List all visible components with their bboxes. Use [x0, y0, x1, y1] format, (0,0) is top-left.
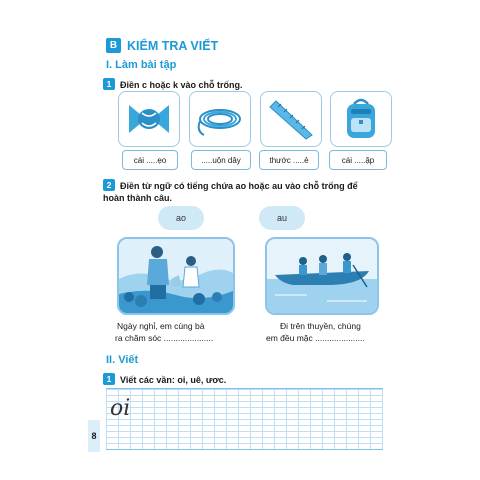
ex2-number: 2	[103, 179, 115, 191]
word-box-3[interactable]: thước .....ẻ	[259, 150, 319, 170]
caption-1-line1: Ngày nghỉ, em cùng bà	[117, 321, 205, 331]
section-badge: B	[106, 38, 121, 53]
candy-icon	[125, 99, 173, 139]
ex1-instruction	[103, 78, 243, 90]
backpack-card	[330, 91, 392, 147]
caption-1	[115, 320, 245, 344]
word-box-2[interactable]: .....uộn dây	[191, 150, 251, 170]
word-box-4[interactable]: cái .....ặp	[329, 150, 387, 170]
part2-ex1-instruction	[103, 373, 226, 385]
part1-title: I. Làm bài tập	[106, 59, 177, 71]
caption-2	[266, 320, 386, 344]
ex2-instruction-line1: Điền từ ngữ có tiếng chứa ao hoặc au vào chỗ trống để	[120, 181, 358, 191]
part2-ex1-number: 1	[103, 373, 115, 385]
part2-title: II. Viết	[106, 354, 139, 366]
part2-ex1-instruction-text: Viết các vần: oi, uê, ươc.	[120, 375, 227, 385]
page-number: 8	[88, 420, 100, 452]
garden-scene-image	[117, 237, 235, 315]
caption-2-line2[interactable]: em đều mặc .....................	[266, 333, 365, 343]
section-header	[106, 38, 218, 53]
section-title: KIỂM TRA VIẾT	[127, 38, 219, 53]
ex2-instruction-line2: hoàn thành câu.	[103, 193, 173, 203]
ruler-icon	[266, 97, 316, 141]
boat-scene-image	[265, 237, 379, 315]
candy-card	[118, 91, 180, 147]
boat-illustration	[267, 239, 377, 313]
ex1-number: 1	[103, 78, 115, 90]
caption-2-line1: Đi trên thuyền, chúng	[280, 321, 361, 331]
rope-icon	[194, 99, 246, 139]
cloud-au: au	[259, 206, 305, 230]
rope-card	[189, 91, 251, 147]
backpack-icon	[339, 96, 383, 142]
handwriting-sample: oi	[110, 396, 131, 421]
ex1-instruction-text: Điền c hoặc k vào chỗ trống.	[120, 80, 243, 90]
handwriting-grid[interactable]	[106, 388, 383, 450]
caption-1-line2[interactable]: ra chăm sóc .....................	[115, 333, 214, 343]
word-box-1[interactable]: cái .....ẹo	[122, 150, 178, 170]
cloud-ao: ao	[158, 206, 204, 230]
ex2-instruction	[103, 179, 388, 204]
garden-illustration	[119, 239, 233, 313]
ruler-card	[260, 91, 322, 147]
